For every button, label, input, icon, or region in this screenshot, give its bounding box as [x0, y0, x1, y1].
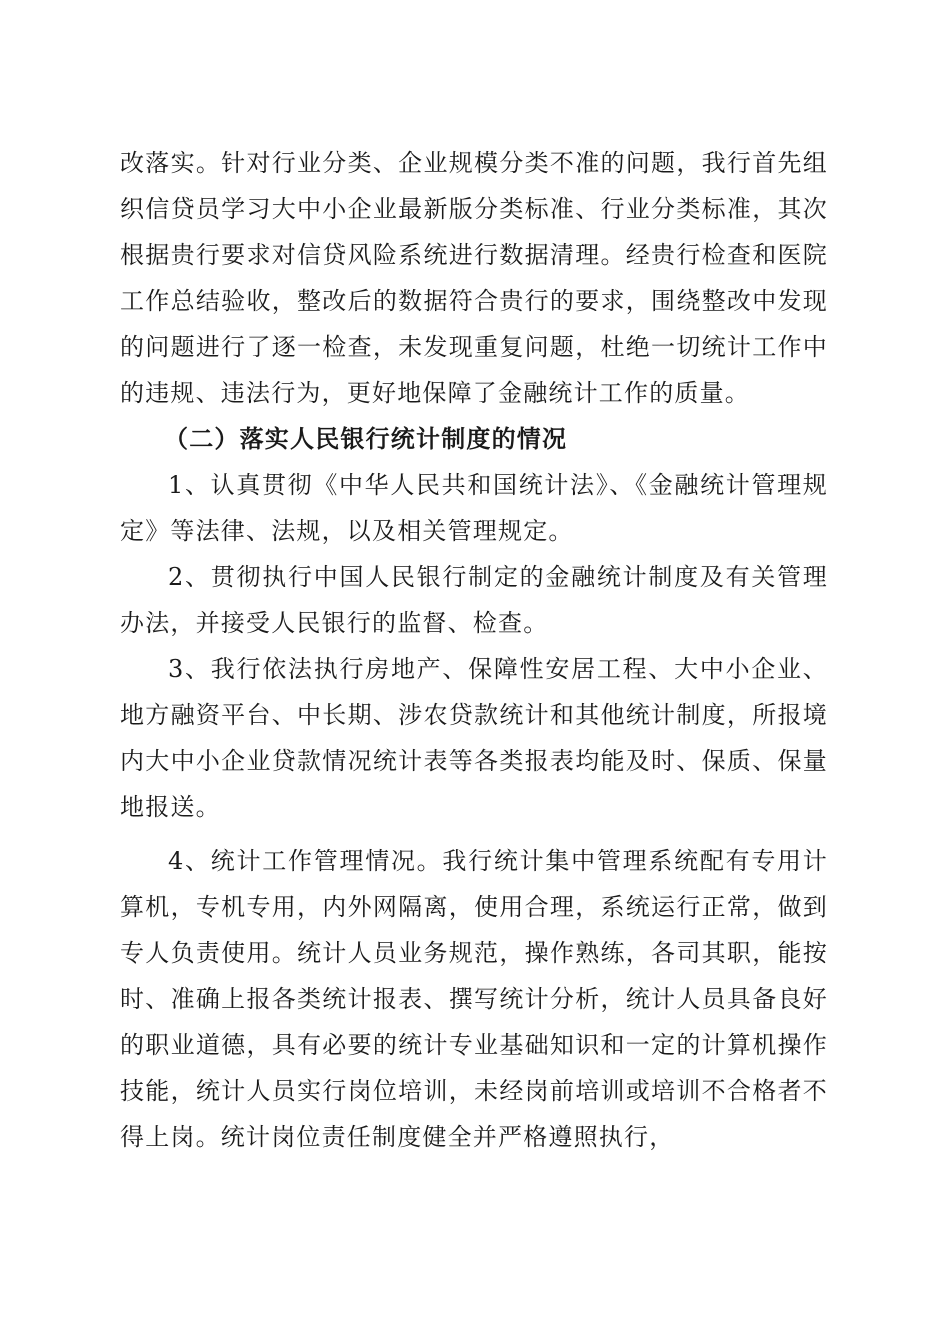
list-item: 3、我行依法执行房地产、保障性安居工程、大中小企业、地方融资平台、中长期、涉农贷款统计和其他统计制度，所报境内大中小企业贷款情况统计表等各类报表均能及时、保质、保量地报送。 — [120, 655, 828, 821]
list-item: 1、认真贯彻《中华人民共和国统计法》、《金融统计管理规定》等法律、法规，以及相关管理规定。 — [120, 471, 828, 545]
list-item: 2、贯彻执行中国人民银行制定的金融统计制度及有关管理办法，并接受人民银行的监督、检查。 — [120, 563, 828, 637]
section-heading: （二）落实人民银行统计制度的情况 — [164, 425, 568, 453]
list-item: 4、统计工作管理情况。我行统计集中管理系统配有专用计算机，专机专用，内外网隔离，使用合理，系统运行正常，做到专人负责使用。统计人员业务规范，操作熟练，各司其职，能按时、准确上报各类统计报表、撰写统计分析，统计人员具备良好的职业道德，具有必要的统计专业基础知识和一定的计算机操作技能，统计人员实行岗位培训，未经岗前培训或培训不合格者不得上岗。统计岗位责任制度健全并严格遵照执行， — [120, 847, 828, 1151]
paragraph-continuation: 改落实。针对行业分类、企业规模分类不准的问题，我行首先组织信贷员学习大中小企业最新版分类标准、行业分类标准，其次根据贵行要求对信贷风险系统进行数据清理。经贵行检查和医院工作总结验收，整改后的数据符合贵行的要求，围绕整改中发现的问题进行了逐一检查，未发现重复问题，杜绝一切统计工作中的违规、违法行为，更好地保障了金融统计工作的质量。 — [120, 149, 828, 407]
document-body — [120, 140, 828, 1160]
